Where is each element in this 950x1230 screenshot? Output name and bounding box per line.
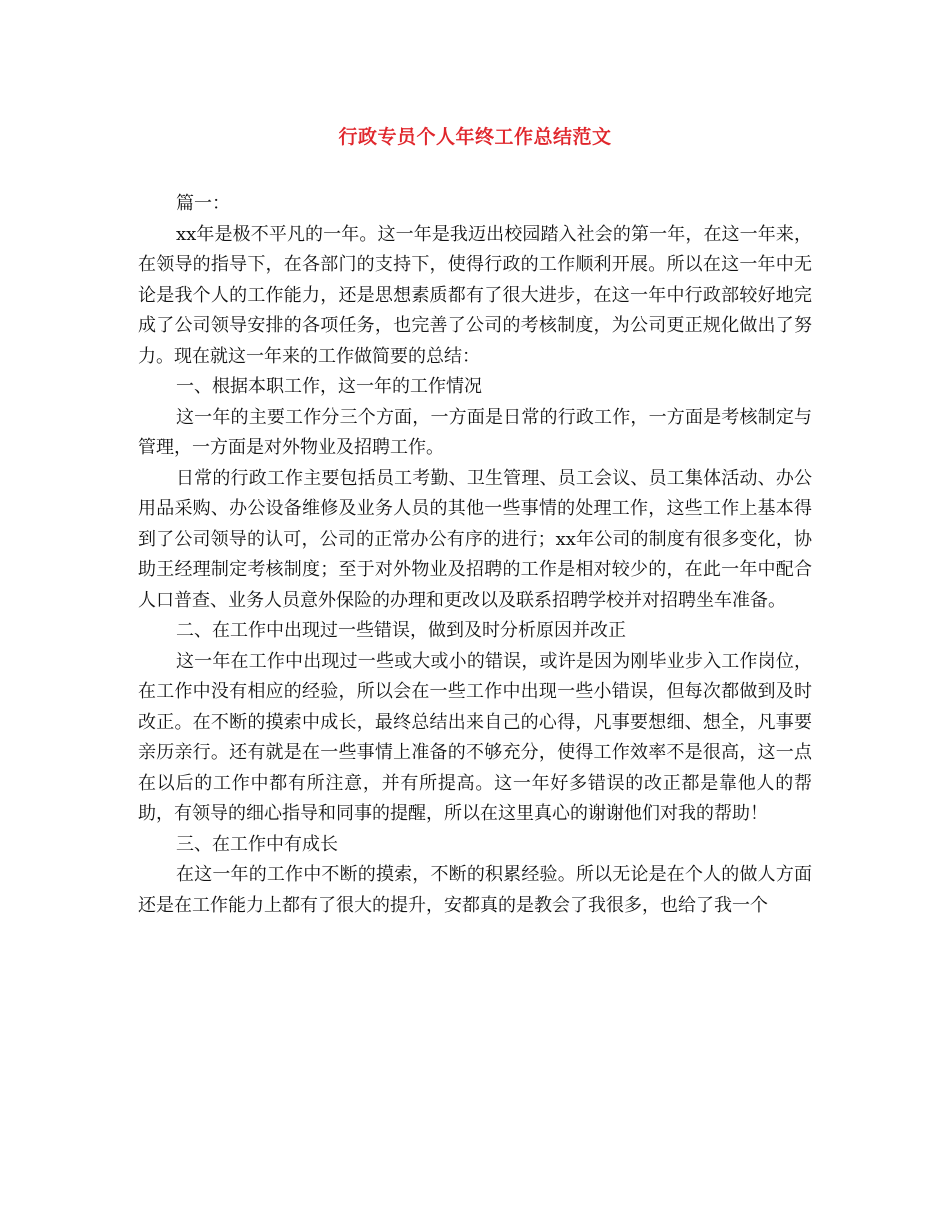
document-title: 行政专员个人年终工作总结范文 [338,126,612,148]
body-paragraph: 这一年的主要工作分三个方面，一方面是日常的行政工作，一方面是考核制定与管理，一方面是对外物业及招聘工作。 [138,406,812,458]
section-heading: 三、在工作中有成长 [176,833,338,855]
body-paragraph: xx年是极不平凡的一年。这一年是我迈出校园踏入社会的第一年，在这一年来，在领导的指导下，在各部门的支持下，使得行政的工作顺利开展。所以在这一年中无论是我个人的工作能力，还是思想素质都有了很大进步，在这一年中行政部较好地完成了公司领导安排的各项任务，也完善了公司的考核制度，为公司更正规化做出了努力。现在就这一年来的工作做简要的总结： [138,223,812,367]
section-heading: 一、根据本职工作，这一年的工作情况 [176,376,482,397]
body-paragraph: 在这一年的工作中不断的摸索，不断的积累经验。所以无论是在个人的做人方面还是在工作能力上都有了很大的提升，安都真的是教会了我很多，也给了我一个 [138,864,812,916]
body-paragraph: 这一年在工作中出现过一些或大或小的错误，或许是因为刚毕业步入工作岗位，在工作中没有相应的经验，所以会在一些工作中出现一些小错误，但每次都做到及时改正。在不断的摸索中成长，最终总结出来自己的心得，凡事要想细、想全，凡事要亲历亲行。还有就是在一些事情上准备的不够充分，使得工作效率不是很高，这一点在以后的工作中都有所注意，并有所提高。这一年好多错误的改正都是靠他人的帮助，有领导的细心指导和同事的提醒，所以在这里真心的谢谢他们对我的帮助！ [138,650,812,824]
body-paragraph: 日常的行政工作主要包括员工考勤、卫生管理、员工会议、员工集体活动、办公用品采购、办公设备维修及业务人员的其他一些事情的处理工作，这些工作上基本得到了公司领导的认可，公司的正常办公有序的进行；xx年公司的制度有很多变化，协助王经理制定考核制度；至于对外物业及招聘的工作是相对较少的，在此一年中配合人口普查、业务人员意外保险的办理和更改以及联系招聘学校并对招聘坐车准备。 [138,467,812,611]
section-heading: 二、在工作中出现过一些错误，做到及时分析原因并改正 [176,620,626,641]
document-body [138,189,812,921]
section-label: 篇一： [176,193,230,214]
